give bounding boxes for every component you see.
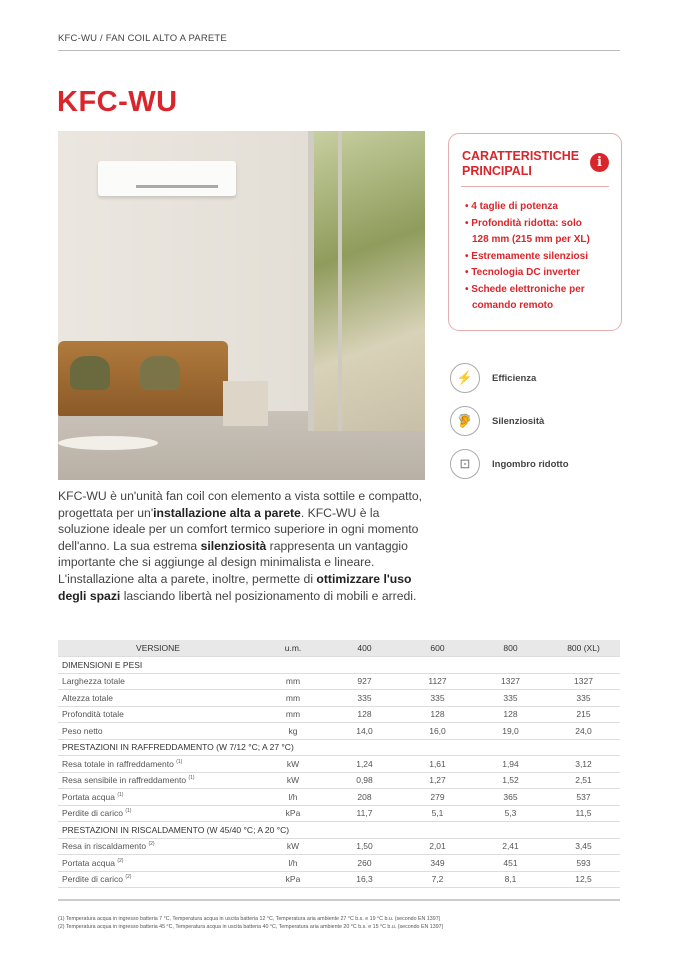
section-row (58, 822, 620, 839)
description: KFC-WU è un'unità fan coil con elemento a vista sottile e compatto, progettata per un'installazione alta a parete. KFC-WU è la soluzione ideale per un comfort termico superiore in ogni momento dell'anno. La sua estrema silenziosità rappresenta un vantaggio importante che si aggiunge al design minimalista e lineare. L'installazione alta a parete, inoltre, permette di ottimizzare l'uso degli spazi lasciando libertà nel posizionamento di mobili e arredi. (58, 489, 423, 603)
value-cell: 1127 (401, 673, 474, 690)
value-cell: 279 (401, 789, 474, 806)
feature-item: 128 mm (215 mm per XL) (472, 234, 590, 245)
column-header: u.m. (258, 640, 328, 657)
unit-cell: mm (258, 690, 328, 707)
value-cell: 5,3 (474, 805, 547, 822)
row-label: Portata acqua $^{(1)}$ (58, 789, 258, 806)
unit-cell: kPa (258, 805, 328, 822)
footnote: (1) Temperatura acqua in ingresso batteria 7 °C, Temperatura acqua in uscita batteria 12 °C, Temperatura aria ambiente 27 °C b.s. e 19 °C b.u. (secondo EN 1397) (58, 916, 441, 922)
row-label: Resa sensibile in raffreddamento $^{(1)}$ (58, 772, 258, 789)
row-label: Portata acqua $^{(2)}$ (58, 855, 258, 872)
footnotes (58, 915, 443, 931)
row-label: Profondità totale (58, 706, 258, 723)
value-cell: 14,0 (328, 723, 401, 740)
feature-icon-label: Silenziosità (492, 415, 545, 427)
section-title: PRESTAZIONI IN RISCALDAMENTO (W 45/40 °C; A 20 °C) (58, 822, 620, 839)
column-header: 800 (XL) (547, 640, 620, 657)
feature-icon-label: Ingombro ridotto (492, 458, 569, 470)
value-cell: 1,27 (401, 772, 474, 789)
value-cell: 128 (474, 706, 547, 723)
value-cell: 349 (401, 855, 474, 872)
value-cell: 5,1 (401, 805, 474, 822)
value-cell: 128 (328, 706, 401, 723)
feature-item: comando remoto (472, 300, 554, 311)
efficiency-icon: ⚡ (450, 363, 480, 393)
value-cell: 24,0 (547, 723, 620, 740)
row-label: Altezza totale (58, 690, 258, 707)
value-cell: 3,45 (547, 838, 620, 855)
section-title: PRESTAZIONI IN RAFFREDDAMENTO (W 7/12 °C; A 27 °C) (58, 739, 620, 756)
unit-cell: l/h (258, 789, 328, 806)
unit-cell: mm (258, 673, 328, 690)
value-cell: 3,12 (547, 756, 620, 773)
value-cell: 1,94 (474, 756, 547, 773)
silence-icon: 🦻 (450, 406, 480, 436)
table-row (58, 723, 620, 740)
table-row (58, 855, 620, 872)
value-cell: 451 (474, 855, 547, 872)
unit-cell: kPa (258, 871, 328, 888)
product-photo (58, 131, 425, 480)
value-cell: 335 (328, 690, 401, 707)
main-features-box (448, 133, 622, 331)
row-label: Perdite di carico $^{(2)}$ (58, 871, 258, 888)
value-cell: 12,5 (547, 871, 620, 888)
row-label: Peso netto (58, 723, 258, 740)
features-list (465, 199, 590, 315)
section-row (58, 657, 620, 674)
value-cell: 208 (328, 789, 401, 806)
value-cell: 927 (328, 673, 401, 690)
column-header: 800 (474, 640, 547, 657)
section-title: DIMENSIONI E PESI (58, 657, 620, 674)
value-cell: 2,41 (474, 838, 547, 855)
divider (461, 186, 609, 187)
value-cell: 537 (547, 789, 620, 806)
table-row (58, 673, 620, 690)
value-cell: 1,50 (328, 838, 401, 855)
divider (58, 50, 620, 51)
feature-icon-item (450, 363, 620, 393)
column-header: 400 (328, 640, 401, 657)
table-row (58, 772, 620, 789)
value-cell: 365 (474, 789, 547, 806)
feature-item: • Tecnologia DC inverter (465, 267, 581, 278)
table-row (58, 706, 620, 723)
table-row (58, 838, 620, 855)
fan-coil-unit-image (98, 161, 236, 196)
compact-size-icon: ⊡ (450, 449, 480, 479)
value-cell: 16,0 (401, 723, 474, 740)
breadcrumb: KFC-WU / FAN COIL ALTO A PARETE (58, 33, 227, 44)
row-label: Perdite di carico $^{(1)}$ (58, 805, 258, 822)
table-row (58, 871, 620, 888)
value-cell: 128 (401, 706, 474, 723)
value-cell: 1,24 (328, 756, 401, 773)
page-title: KFC-WU (57, 86, 178, 118)
value-cell: 335 (401, 690, 474, 707)
value-cell: 2,01 (401, 838, 474, 855)
table-row (58, 756, 620, 773)
footnote: (2) Temperatura acqua in ingresso batteria 45 °C, Temperatura acqua in uscita batteria 40 °C, Temperatura aria ambiente 20 °C b.s. e 15 °C b.u. (secondo EN 1397) (58, 924, 444, 930)
table-row (58, 789, 620, 806)
features-heading: CARATTERISTICHE PRINCIPALI (462, 149, 580, 178)
info-icon: i (590, 153, 609, 172)
feature-item: • Schede elettroniche per (465, 283, 585, 295)
column-header: 600 (401, 640, 474, 657)
specs-table (58, 640, 620, 888)
value-cell: 335 (547, 690, 620, 707)
value-cell: 335 (474, 690, 547, 707)
feature-item: • Profondità ridotta: solo (465, 217, 582, 229)
value-cell: 215 (547, 706, 620, 723)
unit-cell: mm (258, 706, 328, 723)
value-cell: 16,3 (328, 871, 401, 888)
section-row (58, 739, 620, 756)
row-label: Resa totale in raffreddamento $^{(1)}$ (58, 756, 258, 773)
unit-cell: kW (258, 756, 328, 773)
value-cell: 1327 (474, 673, 547, 690)
unit-cell: kW (258, 772, 328, 789)
feature-item: • 4 taglie di potenza (465, 201, 558, 212)
feature-item: • Estremamente silenziosi (465, 250, 588, 262)
value-cell: 2,51 (547, 772, 620, 789)
divider (58, 899, 620, 901)
value-cell: 0,98 (328, 772, 401, 789)
column-header: VERSIONE (58, 640, 258, 657)
value-cell: 1,52 (474, 772, 547, 789)
value-cell: 19,0 (474, 723, 547, 740)
value-cell: 260 (328, 855, 401, 872)
unit-cell: l/h (258, 855, 328, 872)
unit-cell: kg (258, 723, 328, 740)
row-label: Larghezza totale (58, 673, 258, 690)
row-label: Resa in riscaldamento $^{(2)}$ (58, 838, 258, 855)
value-cell: 593 (547, 855, 620, 872)
feature-icon-item (450, 449, 620, 479)
value-cell: 8,1 (474, 871, 547, 888)
value-cell: 11,7 (328, 805, 401, 822)
value-cell: 7,2 (401, 871, 474, 888)
value-cell: 1327 (547, 673, 620, 690)
table-row (58, 805, 620, 822)
unit-cell: kW (258, 838, 328, 855)
value-cell: 11,5 (547, 805, 620, 822)
value-cell: 1,61 (401, 756, 474, 773)
table-row (58, 690, 620, 707)
feature-icon-label: Efficienza (492, 372, 537, 384)
feature-icon-item (450, 406, 620, 436)
